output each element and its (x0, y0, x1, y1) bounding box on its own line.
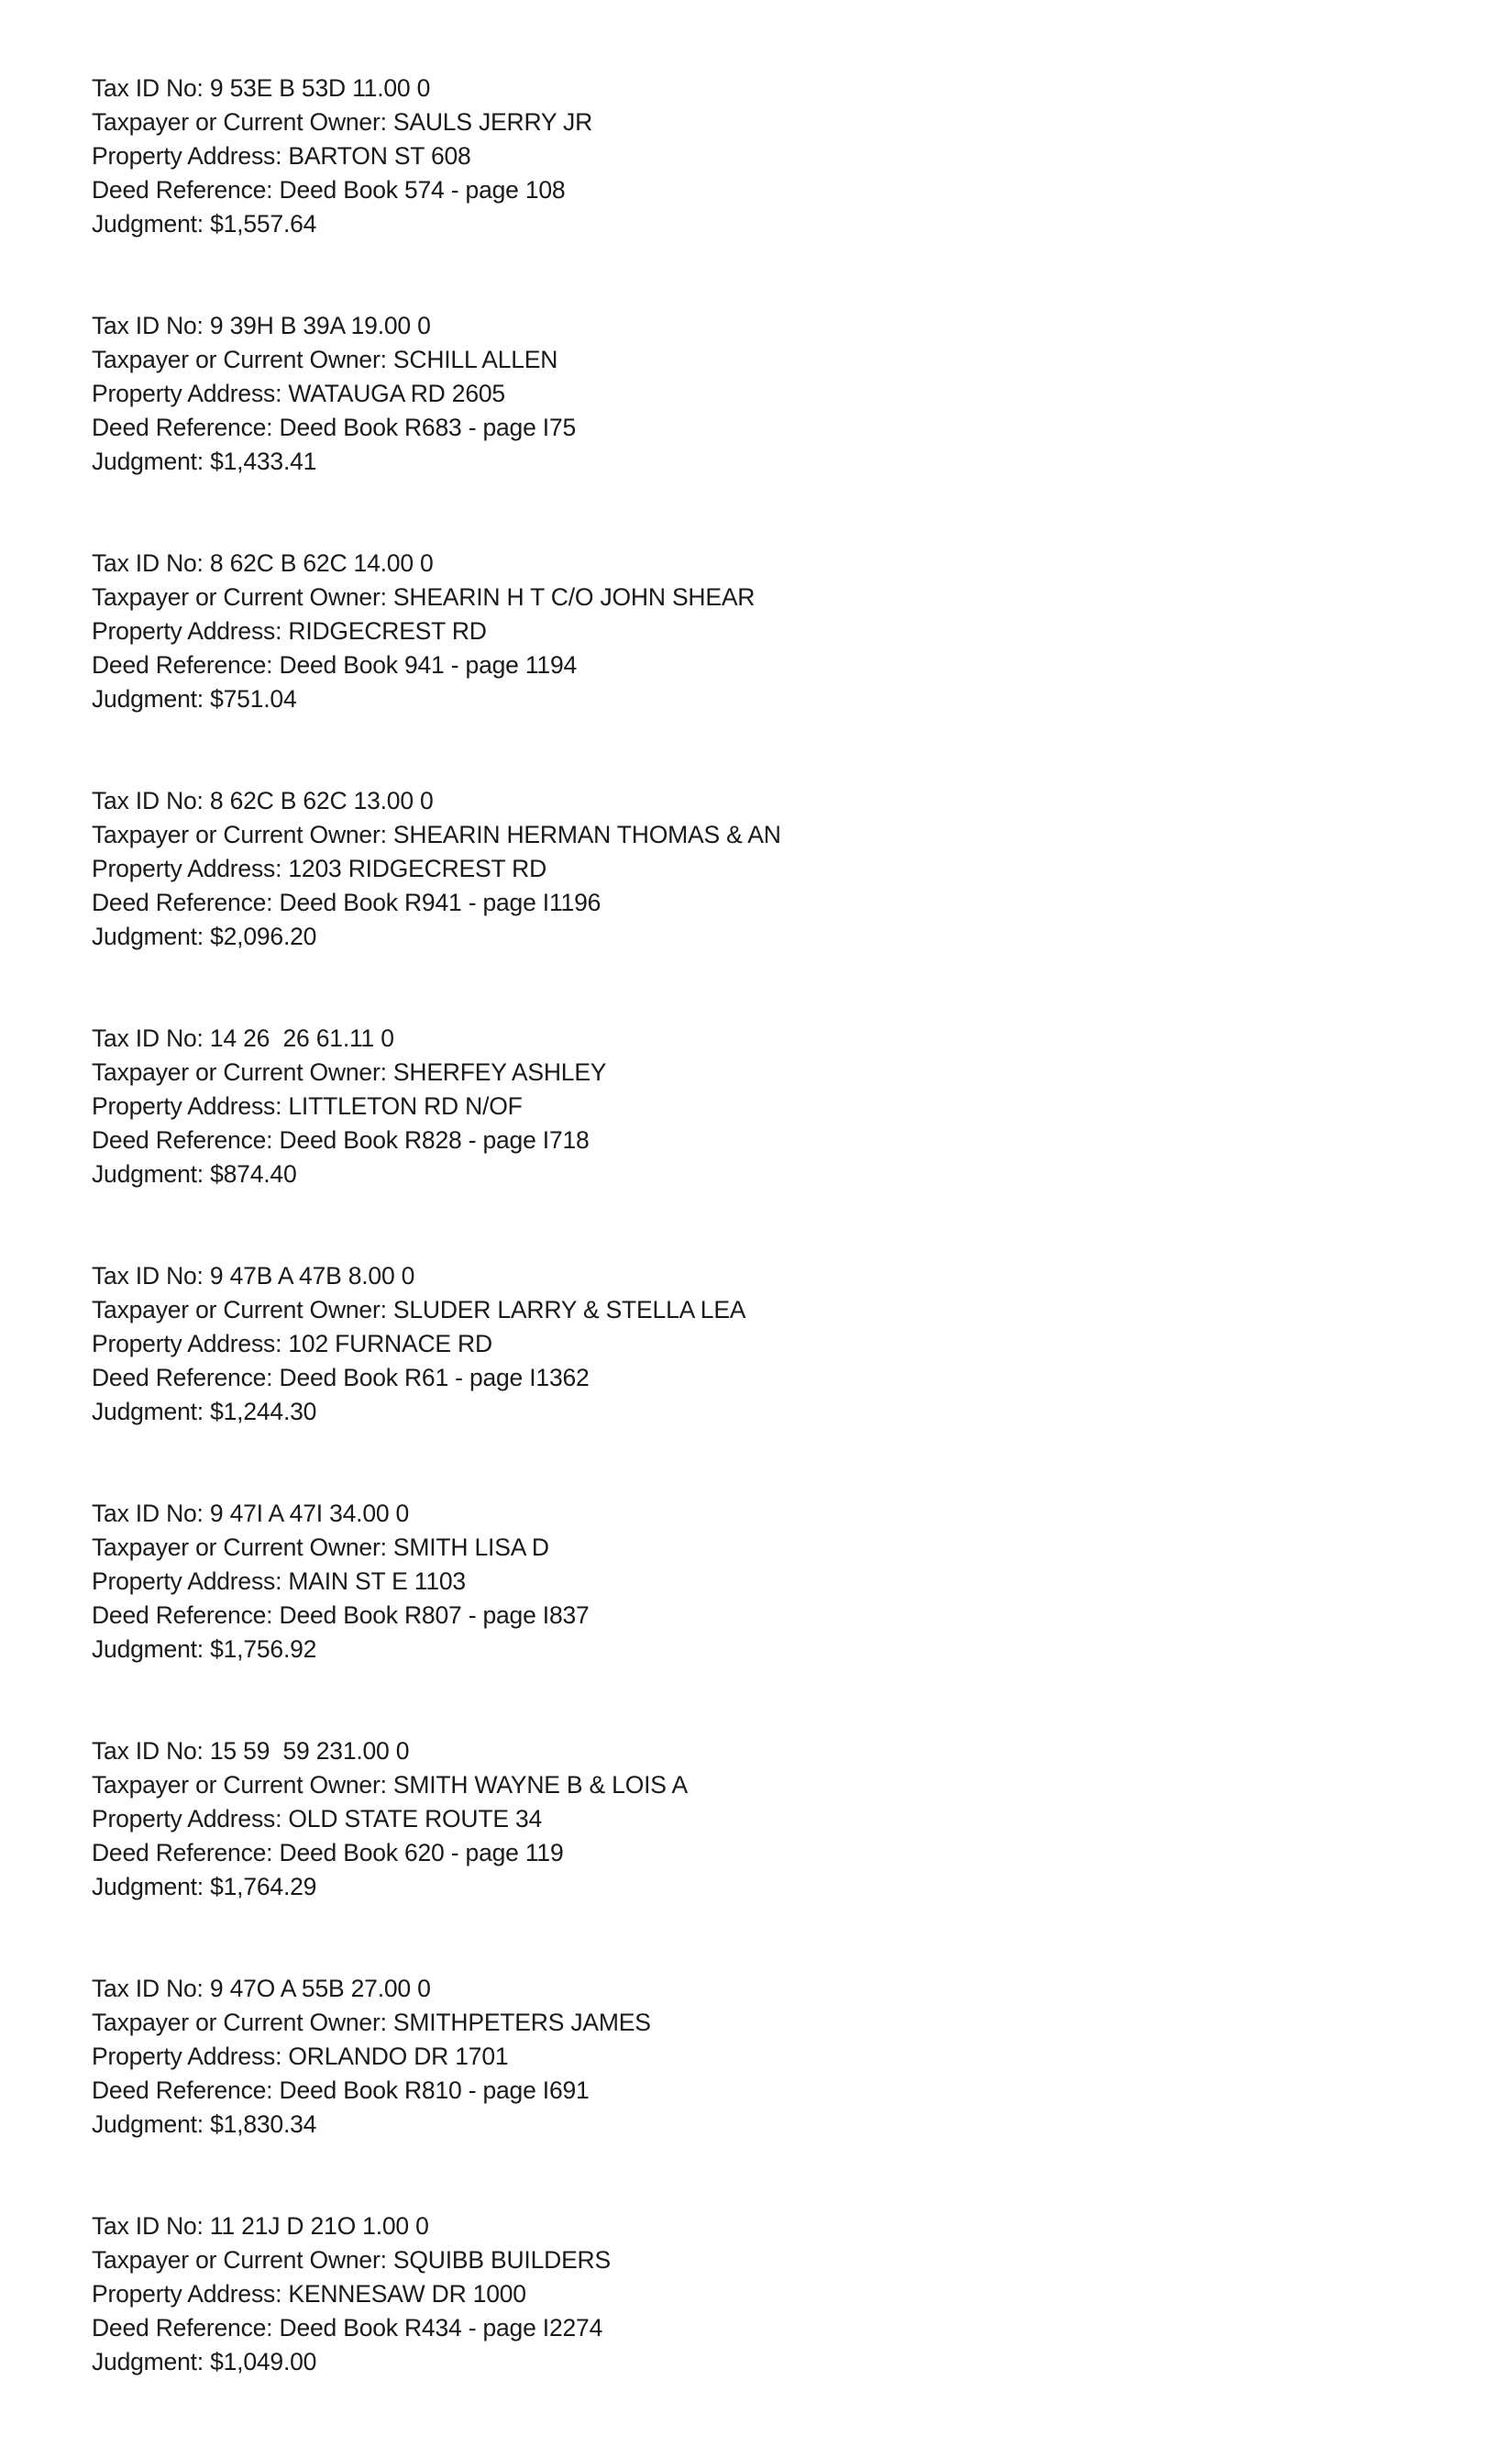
record-9 (92, 1972, 1421, 2142)
record-1 (92, 72, 1421, 241)
property-address: Property Address: MAIN ST E 1103 (92, 1567, 466, 1595)
property-address: Property Address: WATAUGA RD 2605 (92, 380, 505, 407)
tax-id: Tax ID No: 14 26 26 61.11 0 (92, 1024, 394, 1052)
owner: Taxpayer or Current Owner: SHEARIN HERMAN THOMAS & AN (92, 821, 781, 848)
judgment: Judgment: $751.04 (92, 685, 297, 713)
judgment: Judgment: $2,096.20 (92, 923, 317, 950)
record-5 (92, 1022, 1421, 1191)
owner: Taxpayer or Current Owner: SHEARIN H T C/O JOHN SHEAR (92, 583, 756, 611)
deed-reference: Deed Reference: Deed Book R683 - page I75 (92, 414, 577, 441)
deed-reference: Deed Reference: Deed Book R434 - page I2274 (92, 2314, 603, 2342)
judgment: Judgment: $1,830.34 (92, 2110, 317, 2138)
deed-reference: Deed Reference: Deed Book R807 - page I837 (92, 1601, 590, 1629)
judgment: Judgment: $1,764.29 (92, 1873, 317, 1900)
document-page (92, 72, 1421, 2447)
property-address: Property Address: KENNESAW DR 1000 (92, 2280, 526, 2308)
owner: Taxpayer or Current Owner: SMITHPETERS JAMES (92, 2009, 651, 2036)
tax-id: Tax ID No: 9 47O A 55B 27.00 0 (92, 1975, 431, 2002)
owner: Taxpayer or Current Owner: SQUIBB BUILDERS (92, 2246, 611, 2274)
record-4 (92, 784, 1421, 954)
property-address: Property Address: OLD STATE ROUTE 34 (92, 1805, 543, 1832)
owner: Taxpayer or Current Owner: SLUDER LARRY & STELLA LEA (92, 1296, 746, 1323)
tax-id: Tax ID No: 9 53E B 53D 11.00 0 (92, 74, 431, 102)
owner: Taxpayer or Current Owner: SCHILL ALLEN (92, 346, 558, 373)
owner: Taxpayer or Current Owner: SMITH LISA D (92, 1534, 549, 1561)
judgment: Judgment: $1,433.41 (92, 448, 317, 475)
record-10 (92, 2209, 1421, 2379)
judgment: Judgment: $874.40 (92, 1160, 297, 1188)
deed-reference: Deed Reference: Deed Book R828 - page I718 (92, 1126, 590, 1154)
tax-id: Tax ID No: 9 39H B 39A 19.00 0 (92, 312, 431, 339)
judgment: Judgment: $1,557.64 (92, 210, 317, 238)
property-address: Property Address: 1203 RIDGECREST RD (92, 855, 547, 882)
property-address: Property Address: BARTON ST 608 (92, 142, 471, 170)
owner: Taxpayer or Current Owner: SHERFEY ASHLEY (92, 1058, 607, 1086)
deed-reference: Deed Reference: Deed Book 941 - page 1194 (92, 651, 578, 679)
deed-reference: Deed Reference: Deed Book R61 - page I1362 (92, 1364, 590, 1391)
property-address: Property Address: ORLANDO DR 1701 (92, 2043, 509, 2070)
judgment: Judgment: $1,049.00 (92, 2348, 317, 2375)
deed-reference: Deed Reference: Deed Book 620 - page 119 (92, 1839, 564, 1866)
record-3 (92, 547, 1421, 716)
record-6 (92, 1259, 1421, 1429)
tax-id: Tax ID No: 11 21J D 21O 1.00 0 (92, 2212, 429, 2240)
deed-reference: Deed Reference: Deed Book R810 - page I691 (92, 2076, 590, 2104)
tax-id: Tax ID No: 9 47B A 47B 8.00 0 (92, 1262, 415, 1290)
owner: Taxpayer or Current Owner: SAULS JERRY JR (92, 108, 593, 136)
deed-reference: Deed Reference: Deed Book 574 - page 108 (92, 176, 566, 204)
record-8 (92, 1734, 1421, 1904)
judgment: Judgment: $1,244.30 (92, 1398, 317, 1425)
tax-id: Tax ID No: 9 47I A 47I 34.00 0 (92, 1500, 410, 1527)
property-address: Property Address: RIDGECREST RD (92, 617, 487, 645)
record-7 (92, 1497, 1421, 1666)
record-2 (92, 309, 1421, 479)
property-address: Property Address: LITTLETON RD N/OF (92, 1092, 523, 1120)
judgment: Judgment: $1,756.92 (92, 1635, 317, 1663)
owner: Taxpayer or Current Owner: SMITH WAYNE B & LOIS A (92, 1771, 688, 1799)
tax-id: Tax ID No: 8 62C B 62C 14.00 0 (92, 549, 434, 577)
deed-reference: Deed Reference: Deed Book R941 - page I1196 (92, 889, 601, 916)
tax-id: Tax ID No: 15 59 59 231.00 0 (92, 1737, 410, 1765)
tax-id: Tax ID No: 8 62C B 62C 13.00 0 (92, 787, 434, 814)
property-address: Property Address: 102 FURNACE RD (92, 1330, 492, 1357)
